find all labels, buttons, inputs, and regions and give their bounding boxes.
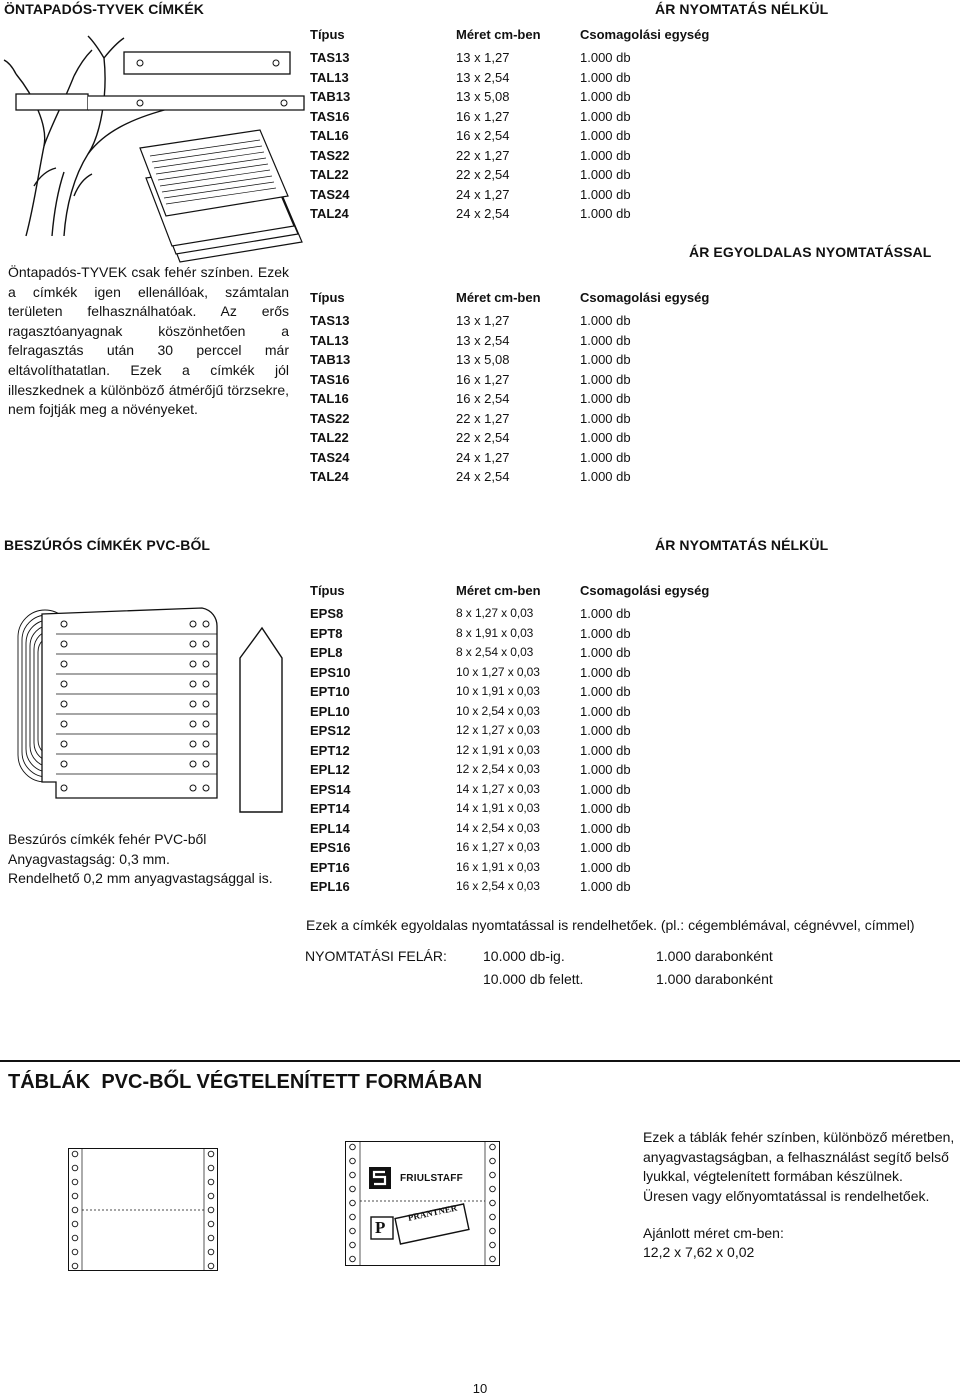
table-row — [310, 48, 709, 68]
type-cell: TAL16 — [310, 128, 349, 143]
type-cell: EPL12 — [310, 762, 350, 777]
col-type-header: Típus — [310, 27, 345, 43]
section2-title: BESZÚRÓS CÍMKÉK PVC-BŐL — [4, 537, 211, 553]
pack-cell: 1.000 db — [580, 410, 631, 426]
pack-cell: 1.000 db — [580, 742, 631, 758]
size-cell: 24 x 2,54 — [456, 469, 510, 484]
type-cell: TAS16 — [310, 371, 350, 387]
size-cell: 16 x 2,54 x 0,03 — [456, 879, 540, 893]
recommended-size-label: Ajánlott méret cm-ben: — [643, 1225, 784, 1241]
size-cell: 22 x 1,27 — [456, 147, 510, 163]
size-cell: 22 x 2,54 — [456, 167, 510, 182]
size-cell: 12 x 1,91 x 0,03 — [456, 742, 540, 757]
pack-cell: 1.000 db — [580, 391, 631, 406]
size-cell: 14 x 1,91 x 0,03 — [456, 801, 540, 815]
pack-cell: 1.000 db — [580, 108, 631, 124]
type-cell: EPT10 — [310, 684, 350, 699]
type-cell: TAS22 — [310, 410, 350, 426]
pack-cell: 1.000 db — [580, 762, 631, 777]
type-cell: TAL22 — [310, 430, 349, 445]
type-cell: TAS22 — [310, 147, 350, 163]
col-size-header: Méret cm-ben — [456, 290, 541, 306]
pack-cell: 1.000 db — [580, 167, 631, 182]
pack-cell: 1.000 db — [580, 664, 631, 680]
pack-cell: 1.000 db — [580, 820, 631, 836]
size-cell: 13 x 5,08 — [456, 89, 510, 104]
size-cell: 14 x 1,27 x 0,03 — [456, 781, 540, 796]
type-cell: EPS8 — [310, 606, 344, 621]
size-cell: 13 x 2,54 — [456, 332, 510, 348]
type-cell: TAL13 — [310, 332, 349, 348]
type-cell: TAS24 — [310, 186, 350, 202]
table-row — [310, 185, 709, 205]
description-line: lyukkal, végtelenített formában készülnek. — [643, 1168, 903, 1185]
table-row — [310, 389, 709, 409]
surcharge-unit-2: 1.000 darabonként — [656, 971, 773, 987]
section2-price-no-print: ÁR NYOMTATÁS NÉLKÜL — [655, 537, 829, 553]
type-cell: EPT14 — [310, 801, 350, 816]
pack-cell: 1.000 db — [580, 128, 631, 143]
type-cell: EPS16 — [310, 840, 351, 855]
table-row — [310, 68, 709, 88]
recommended-size-value: 12,2 x 7,62 x 0,02 — [643, 1244, 755, 1260]
section3-description — [643, 1128, 954, 1206]
description-line: Beszúrós címkék fehér PVC-ből — [8, 831, 207, 847]
size-cell: 16 x 2,54 — [456, 128, 510, 143]
size-cell: 16 x 1,27 x 0,03 — [456, 840, 540, 854]
type-cell: TAL22 — [310, 167, 349, 182]
brand-friulstaff: FRIULSTAFF — [400, 1173, 463, 1184]
size-cell: 22 x 2,54 — [456, 430, 510, 445]
table-row — [310, 331, 709, 351]
table-row — [310, 819, 709, 839]
table-row — [310, 311, 709, 331]
pack-cell: 1.000 db — [580, 801, 631, 816]
table-row — [310, 467, 709, 487]
col-size-header: Méret cm-ben — [456, 27, 541, 43]
size-cell: 13 x 1,27 — [456, 313, 510, 328]
section1-title: ÖNTAPADÓS-TYVEK CÍMKÉK — [4, 1, 205, 17]
size-cell: 16 x 2,54 — [456, 391, 510, 406]
pack-cell: 1.000 db — [580, 371, 631, 387]
pack-cell: 1.000 db — [580, 684, 631, 699]
pack-cell: 1.000 db — [580, 50, 631, 65]
section2-note: Ezek a címkék egyoldalas nyomtatással is rendelhetőek. (pl.: cégemblémával, cégnévvel, címmel) — [306, 917, 915, 933]
blank-continuous-form-illustration — [68, 1148, 218, 1272]
tree-tag-illustration — [4, 36, 304, 236]
type-cell: EPS10 — [310, 664, 351, 680]
size-cell: 24 x 2,54 — [456, 206, 510, 221]
table-row — [310, 87, 709, 107]
surcharge-qty-1: 10.000 db-ig. — [483, 948, 565, 964]
size-cell: 8 x 1,27 x 0,03 — [456, 606, 534, 620]
type-cell: TAL13 — [310, 69, 349, 85]
table-row — [310, 702, 709, 722]
type-cell: EPT8 — [310, 625, 343, 641]
table-row — [310, 838, 709, 858]
size-cell: 16 x 1,91 x 0,03 — [456, 859, 540, 874]
type-cell: TAB13 — [310, 352, 351, 367]
pack-cell: 1.000 db — [580, 352, 631, 367]
section1-description: Öntapadós-TYVEK csak fehér színben. Ezek a címkék igen ellenállóak, számtalan területen felhasználhatóak. Az erős ragasztóanyagnak köszönhetően a felragasztás után 30 perccel már eltávolíthatatlan. Ezek a címkék jól illeszkednek a különböző átmérőjű törzsekre, nem fojtják meg a növényeket. — [8, 264, 289, 418]
surcharge-unit-1: 1.000 darabonként — [656, 948, 773, 964]
table-header-row — [310, 578, 709, 604]
size-cell: 10 x 1,27 x 0,03 — [456, 664, 540, 679]
section1-price-no-print: ÁR NYOMTATÁS NÉLKÜL — [655, 1, 829, 17]
size-cell: 13 x 1,27 — [456, 50, 510, 65]
col-pack-header: Csomagolási egység — [580, 27, 710, 43]
section-divider — [0, 1060, 960, 1062]
pack-cell: 1.000 db — [580, 206, 631, 221]
description-line: Anyagvastagság: 0,3 mm. — [8, 850, 170, 867]
surcharge-label: NYOMTATÁSI FELÁR: — [305, 948, 447, 964]
size-cell: 24 x 1,27 — [456, 449, 510, 465]
type-cell: EPL8 — [310, 645, 343, 660]
pack-cell: 1.000 db — [580, 449, 631, 465]
table-row — [310, 146, 709, 166]
pack-cell: 1.000 db — [580, 703, 631, 719]
table-row — [310, 721, 709, 741]
pack-cell: 1.000 db — [580, 186, 631, 202]
pack-cell: 1.000 db — [580, 147, 631, 163]
size-cell: 13 x 2,54 — [456, 69, 510, 85]
table-header-row — [310, 285, 709, 311]
table-row — [310, 428, 709, 448]
size-cell: 22 x 1,27 — [456, 410, 510, 426]
size-cell: 13 x 5,08 — [456, 352, 510, 367]
table-row — [310, 624, 709, 644]
table-row — [310, 682, 709, 702]
table-row — [310, 760, 709, 780]
description-line: Ezek a táblák fehér színben, különböző méretben, — [643, 1129, 955, 1145]
pack-cell: 1.000 db — [580, 859, 631, 875]
type-cell: TAL24 — [310, 206, 349, 221]
size-cell: 10 x 2,54 x 0,03 — [456, 703, 540, 718]
type-cell: EPL10 — [310, 703, 350, 719]
col-type-header: Típus — [310, 583, 345, 599]
table-row — [310, 858, 709, 878]
pack-cell: 1.000 db — [580, 469, 631, 484]
table-row — [310, 448, 709, 468]
page-number: 10 — [472, 1381, 488, 1396]
table-row — [310, 204, 709, 224]
table-row — [310, 663, 709, 683]
pack-cell: 1.000 db — [580, 625, 631, 641]
pack-cell: 1.000 db — [580, 879, 631, 894]
type-cell: TAL24 — [310, 469, 349, 484]
brand-prantner-logo-letter: P — [375, 1218, 386, 1237]
table-row — [310, 780, 709, 800]
type-cell: EPL14 — [310, 820, 350, 836]
size-cell: 24 x 1,27 — [456, 186, 510, 202]
pack-cell: 1.000 db — [580, 89, 631, 104]
tyvek-table-single-side — [310, 285, 709, 487]
size-cell: 8 x 1,91 x 0,03 — [456, 625, 534, 640]
size-cell: 16 x 1,27 — [456, 371, 510, 387]
printed-continuous-form-illustration — [345, 1141, 500, 1267]
table-row — [310, 741, 709, 761]
col-pack-header: Csomagolási egység — [580, 290, 710, 306]
size-cell: 10 x 1,91 x 0,03 — [456, 684, 540, 698]
size-cell: 12 x 1,27 x 0,03 — [456, 723, 540, 737]
table-row — [310, 107, 709, 127]
pack-cell: 1.000 db — [580, 69, 631, 85]
brand-prantner: PRANTNER — [407, 1202, 459, 1223]
size-cell: 8 x 2,54 x 0,03 — [456, 645, 534, 659]
type-cell: EPT16 — [310, 859, 350, 875]
table-row — [310, 643, 709, 663]
type-cell: EPL16 — [310, 879, 350, 894]
size-cell: 16 x 1,27 — [456, 108, 510, 124]
type-cell: EPS12 — [310, 723, 351, 738]
pvc-stake-table — [310, 578, 709, 897]
table-header-row — [310, 22, 709, 48]
type-cell: TAS13 — [310, 50, 350, 65]
col-type-header: Típus — [310, 290, 345, 306]
tyvek-table-no-print — [310, 22, 709, 224]
pack-cell: 1.000 db — [580, 606, 631, 621]
pack-cell: 1.000 db — [580, 781, 631, 797]
type-cell: EPT12 — [310, 742, 350, 758]
pack-cell: 1.000 db — [580, 840, 631, 855]
col-pack-header: Csomagolási egység — [580, 583, 710, 599]
table-row — [310, 799, 709, 819]
table-row — [310, 370, 709, 390]
col-size-header: Méret cm-ben — [456, 583, 541, 599]
type-cell: EPS14 — [310, 781, 351, 797]
pack-cell: 1.000 db — [580, 430, 631, 445]
size-cell: 12 x 2,54 x 0,03 — [456, 762, 540, 776]
pvc-stake-labels-illustration — [12, 598, 292, 808]
description-line: Üresen vagy előnyomtatással is rendelhetőek. — [643, 1187, 930, 1204]
description-line: anyagvastagságban, a felhasználást segítő belső — [643, 1148, 949, 1165]
type-cell: TAL16 — [310, 391, 349, 406]
section1-price-single-side: ÁR EGYOLDALAS NYOMTATÁSSAL — [689, 244, 932, 260]
table-row — [310, 350, 709, 370]
table-row — [310, 604, 709, 624]
surcharge-qty-2: 10.000 db felett. — [483, 971, 584, 987]
type-cell: TAS16 — [310, 108, 350, 124]
section2-description — [8, 830, 273, 889]
type-cell: TAB13 — [310, 89, 351, 104]
pack-cell: 1.000 db — [580, 645, 631, 660]
pack-cell: 1.000 db — [580, 723, 631, 738]
pack-cell: 1.000 db — [580, 313, 631, 328]
type-cell: TAS13 — [310, 313, 350, 328]
pack-cell: 1.000 db — [580, 332, 631, 348]
table-row — [310, 877, 709, 897]
type-cell: TAS24 — [310, 449, 350, 465]
table-row — [310, 409, 709, 429]
table-row — [310, 126, 709, 146]
description-line: Rendelhető 0,2 mm anyagvastagsággal is. — [8, 870, 273, 887]
table-row — [310, 165, 709, 185]
size-cell: 14 x 2,54 x 0,03 — [456, 820, 540, 835]
section3-title: TÁBLÁK PVC-BŐL VÉGTELENÍTETT FORMÁBAN — [8, 1071, 483, 1093]
